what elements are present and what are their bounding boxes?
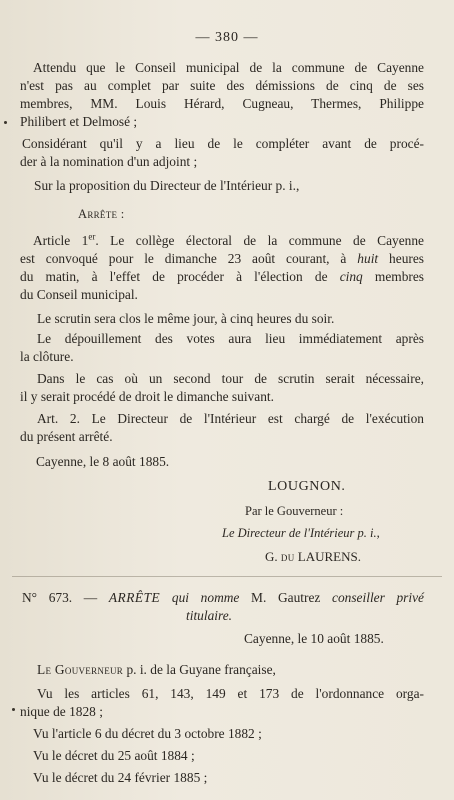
arrete-heading: Arrête : (78, 207, 125, 221)
text-line: titulaire. (186, 608, 232, 623)
vu-decret-1885: Vu le décret du 24 février 1885 ; (33, 770, 208, 785)
page-number: — 380 — (195, 30, 259, 45)
text-line: il y serait procédé de droit le dimanche suivant. (20, 389, 274, 404)
text-line: Le dépouillement des votes aura lieu immédiatement après (37, 331, 424, 346)
text-line: du matin, à l'effet de procéder à l'élection de cinq membres (20, 269, 425, 284)
text-line: la clôture. (20, 349, 74, 364)
text-line: Art. 2. Le Directeur de l'Intérieur est chargé de l'exécution (37, 411, 424, 426)
gouverneur-line: Le Gouverneur p. i. de la Guyane française, (37, 662, 276, 677)
signature-by: Par le Gouverneur : (245, 504, 344, 518)
section-divider (12, 576, 442, 577)
text-line: est convoqué pour le dimanche 23 août courant, à huit heures (20, 251, 425, 266)
text-line: Dans le cas où un second tour de scrutin serait nécessaire, (37, 371, 424, 386)
text-line: du présent arrêté. (20, 429, 113, 444)
paragraph-scrutin: Le scrutin sera clos le même jour, à cinq heures du soir. (37, 311, 335, 326)
text-line: N° 673. — ARRÊTE qui nomme M. Gautrez conseiller privé (22, 590, 424, 605)
text-line: n'est pas au complet par suite des démissions de cinq de ses (20, 78, 424, 93)
text-line: Article 1er. Le collège électoral de la commune de Cayenne (33, 231, 424, 248)
text-line: nique de 1828 ; (20, 704, 103, 719)
signature-name-2: G. du LAURENS. (265, 549, 361, 564)
text-line: membres, MM. Louis Hérard, Cugneau, Thermes, Philippe (20, 96, 424, 111)
signature-name: LOUGNON. (268, 479, 346, 494)
signature-title: Le Directeur de l'Intérieur p. i., (222, 526, 380, 540)
text-line: Philibert et Delmosé ; (20, 114, 138, 129)
text-line: Vu les articles 61, 143, 149 et 173 de l'ordonnance orga- (37, 686, 424, 701)
vu-decret-1884: Vu le décret du 25 août 1884 ; (33, 748, 195, 763)
date-place: Cayenne, le 10 août 1885. (244, 631, 384, 646)
text-line: der à la nomination d'un adjoint ; (20, 154, 198, 169)
text-line: Considérant qu'il y a lieu de le compléter avant de procé- (22, 136, 424, 151)
text-line: Attendu que le Conseil municipal de la commune de Cayenne (33, 60, 424, 75)
date-place: Cayenne, le 8 août 1885. (36, 454, 170, 469)
preamble-proposition: Sur la proposition du Directeur de l'Intérieur p. i., (34, 178, 300, 193)
ink-spot (4, 121, 7, 124)
ink-spot (12, 708, 15, 711)
text-line: du Conseil municipal. (20, 287, 138, 302)
vu-decret-1882: Vu l'article 6 du décret du 3 octobre 1882 ; (33, 726, 262, 741)
